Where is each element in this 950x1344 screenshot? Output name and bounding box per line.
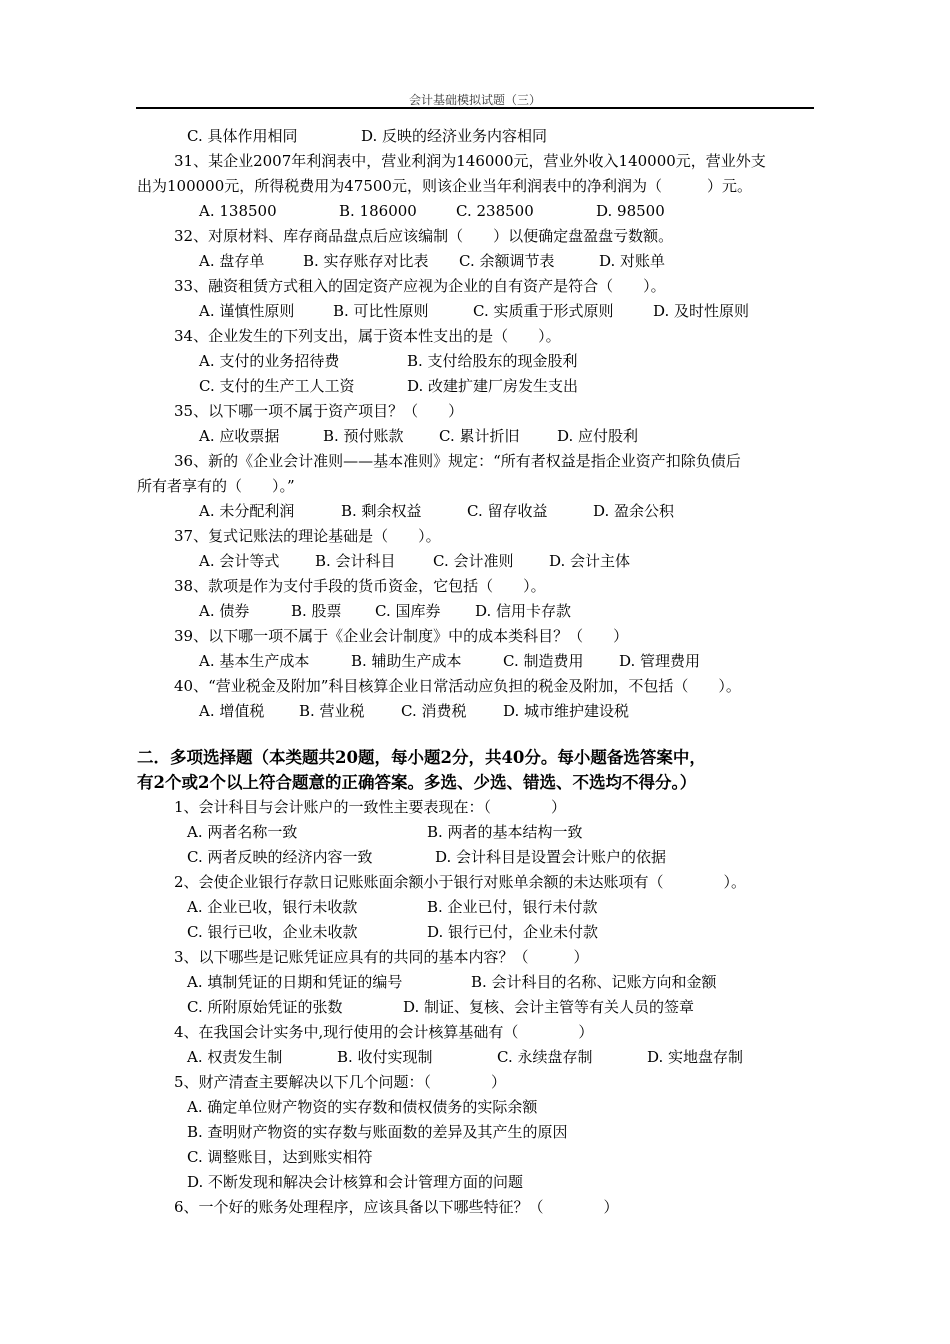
option-text: C. 两者反映的经济内容一致 [187, 848, 373, 866]
option-row [137, 199, 827, 224]
option-text: C. 实质重于形式原则 [473, 302, 614, 320]
option-text: D. 及时性原则 [653, 302, 750, 320]
option-text: D. 98500 [596, 202, 665, 220]
question-line: 39、以下哪一项不属于《企业会计制度》中的成本类科目？（ ） [174, 627, 629, 645]
option-text: A. 填制凭证的日期和凭证的编号 [187, 973, 403, 991]
option-row [137, 249, 827, 274]
option-text: C. 所附原始凭证的张数 [187, 998, 343, 1016]
page-header: 会计基础模拟试题（三） [408, 93, 541, 107]
option-text: D. 会计主体 [549, 552, 631, 570]
option-text: C. 余额调节表 [459, 252, 555, 270]
question-line: D. 不断发现和解决会计核算和会计管理方面的问题 [187, 1173, 524, 1191]
question-line: 4、在我国会计实务中,现行使用的会计核算基础有（ ） [174, 1023, 594, 1041]
question-line: 5、财产清查主要解决以下几个问题：（ ） [174, 1073, 507, 1091]
question-line: 35、以下哪一项不属于资产项目？（ ） [174, 402, 464, 420]
option-text: D. 实地盘存制 [647, 1048, 744, 1066]
option-text: D. 反映的经济业务内容相同 [361, 127, 548, 145]
option-text: B. 收付实现制 [337, 1048, 433, 1066]
option-text: A. 盘存单 [199, 252, 265, 270]
option-text: A. 债券 [199, 602, 250, 620]
option-text: C. 国库券 [375, 602, 441, 620]
option-text: A. 企业已收，银行未收款 [187, 898, 358, 916]
option-text: C. 留存收益 [467, 502, 548, 520]
option-text: B. 剩余权益 [341, 502, 422, 520]
multiple-choice-block [137, 795, 827, 1220]
option-row [137, 649, 827, 674]
option-text: C. 制造费用 [503, 652, 584, 670]
question-line: 37、复式记账法的理论基础是（ ）。 [174, 527, 441, 545]
option-text: B. 企业已付，银行未付款 [427, 898, 598, 916]
option-text: B. 186000 [339, 202, 417, 220]
option-row [137, 895, 827, 920]
question-line: 3、以下哪些是记账凭证应具有的共同的基本内容？（ ） [174, 948, 589, 966]
option-text: B. 实存账存对比表 [303, 252, 429, 270]
section-gap [137, 724, 827, 745]
option-row [137, 845, 827, 870]
question-line: 6、一个好的账务处理程序，应该具备以下哪些特征？（ ） [174, 1198, 619, 1216]
option-text: C. 消费税 [401, 702, 467, 720]
option-row [137, 699, 827, 724]
section-two-heading [137, 745, 827, 795]
option-text: D. 改建扩建厂房发生支出 [407, 377, 579, 395]
option-text: B. 会计科目 [315, 552, 396, 570]
option-text: B. 辅助生产成本 [351, 652, 462, 670]
question-line: 38、款项是作为支付手段的货币资金，它包括（ ）。 [174, 577, 546, 595]
question-line: 31、某企业2007年利润表中，营业利润为146000元，营业外收入140000元，营业外支 [174, 152, 766, 170]
option-text: A. 支付的业务招待费 [199, 352, 340, 370]
option-row [137, 920, 827, 945]
question-line: 40、“营业税金及附加”科目核算企业日常活动应负担的税金及附加，不包括（ ）。 [174, 677, 741, 695]
option-text: C. 银行已收，企业未收款 [187, 923, 358, 941]
question-line: C. 调整账目，达到账实相符 [187, 1148, 373, 1166]
option-text: D. 信用卡存款 [475, 602, 572, 620]
option-text: A. 增值税 [199, 702, 265, 720]
option-text: C. 238500 [456, 202, 534, 220]
option-text: B. 两者的基本结构一致 [427, 823, 583, 841]
option-row [137, 820, 827, 845]
single-choice-block [137, 124, 827, 724]
option-text: D. 盈余公积 [593, 502, 675, 520]
option-text: B. 可比性原则 [333, 302, 429, 320]
option-text: C. 永续盘存制 [497, 1048, 593, 1066]
option-row [137, 549, 827, 574]
option-text: D. 管理费用 [619, 652, 701, 670]
question-line: 2、会使企业银行存款日记账账面余额小于银行对账单余额的未达账项有（ ）。 [174, 873, 747, 891]
question-line: A. 确定单位财产物资的实存数和债权债务的实际余额 [187, 1098, 538, 1116]
option-text: B. 营业税 [299, 702, 365, 720]
question-line: 33、融资租赁方式租入的固定资产应视为企业的自有资产是符合（ ）。 [174, 277, 666, 295]
question-line: B. 查明财产物资的实存数与账面数的差异及其产生的原因 [187, 1123, 568, 1141]
option-text: B. 预付账款 [323, 427, 404, 445]
option-text: C. 具体作用相同 [187, 127, 298, 145]
question-line: 出为100000元，所得税费用为47500元，则该企业当年利润表中的净利润为（ ）元。 [137, 177, 752, 195]
option-text: B. 会计科目的名称、记账方向和金额 [471, 973, 717, 991]
option-row [137, 124, 827, 149]
option-text: B. 股票 [291, 602, 342, 620]
header-rule [136, 107, 814, 109]
option-text: A. 基本生产成本 [199, 652, 310, 670]
option-row [137, 499, 827, 524]
section-two-line-2: 有2个或2个以上符合题意的正确答案。多选、少选、错选、不选均不得分。） [137, 773, 697, 792]
option-text: A. 应收票据 [199, 427, 280, 445]
section-two-line-1: 二．多项选择题（本类题共20题，每小题2分，共40分。每小题备选答案中， [137, 748, 706, 767]
option-text: A. 两者名称一致 [187, 823, 298, 841]
exam-content [137, 124, 827, 1220]
option-text: C. 累计折旧 [439, 427, 520, 445]
question-line: 所有者享有的（ ）。” [137, 477, 295, 495]
option-text: A. 未分配利润 [199, 502, 295, 520]
option-text: C. 支付的生产工人工资 [199, 377, 355, 395]
option-text: D. 城市维护建设税 [503, 702, 630, 720]
question-line: 34、企业发生的下列支出，属于资本性支出的是（ ）。 [174, 327, 561, 345]
option-text: A. 138500 [199, 202, 277, 220]
option-text: D. 会计科目是设置会计账户的依据 [435, 848, 667, 866]
option-text: C. 会计准则 [433, 552, 514, 570]
option-row [137, 349, 827, 374]
option-text: A. 会计等式 [199, 552, 280, 570]
option-row [137, 970, 827, 995]
option-text: D. 对账单 [599, 252, 666, 270]
option-row [137, 1045, 827, 1070]
option-text: D. 制证、复核、会计主管等有关人员的签章 [403, 998, 695, 1016]
option-text: A. 谨慎性原则 [199, 302, 295, 320]
option-text: A. 权责发生制 [187, 1048, 283, 1066]
option-row [137, 374, 827, 399]
option-text: D. 应付股利 [557, 427, 639, 445]
question-line: 36、新的《企业会计准则——基本准则》规定：“所有者权益是指企业资产扣除负债后 [174, 452, 741, 470]
option-text: B. 支付给股东的现金股利 [407, 352, 578, 370]
question-line: 1、会计科目与会计账户的一致性主要表现在：（ ） [174, 798, 567, 816]
option-row [137, 424, 827, 449]
option-text: D. 银行已付，企业未付款 [427, 923, 599, 941]
question-line: 32、对原材料、库存商品盘点后应该编制（ ）以便确定盘盈盘亏数额。 [174, 227, 674, 245]
option-row [137, 995, 827, 1020]
option-row [137, 299, 827, 324]
option-row [137, 599, 827, 624]
